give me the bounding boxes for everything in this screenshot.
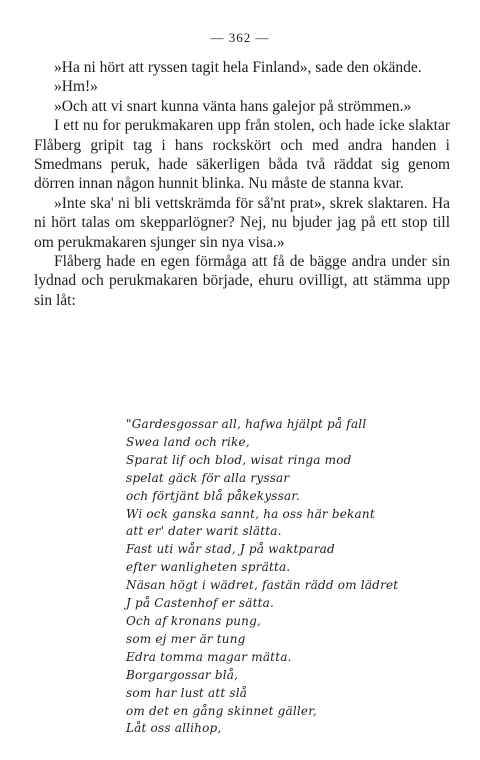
paragraph: »Och att vi snart kunna vänta hans galejor på strömmen.» (54, 97, 412, 115)
verse-line: Låt oss allihop, (126, 721, 222, 736)
verse-line: Och af kronans pung, (126, 613, 261, 628)
prose-body (34, 58, 450, 310)
paragraph: »Ha ni hört att ryssen tagit hela Finland», sade den okände. (54, 59, 422, 76)
verse-line: Wi ock ganska sannt, ha oss här bekant (126, 506, 375, 521)
verse-line: spelat gäck för alla ryssar (126, 470, 290, 485)
verse-line: om det en gång skinnet gäller, (126, 703, 317, 718)
verse-line: och förtjänt blå påkekyssar. (126, 488, 301, 503)
verse-line: som ej mer är tung (126, 631, 246, 646)
page-number: — 362 — (210, 30, 270, 45)
verse-line: Edra tomma magar mätta. (126, 649, 292, 664)
verse-line: "Gardesgossar all, hafwa hjälpt på fall (126, 417, 367, 431)
verse-line: J på Castenhof er sätta. (126, 596, 275, 611)
verse-line: Borgargossar blå, (126, 667, 239, 682)
verse-line: Fast uti wår stad, J på waktparad (126, 542, 335, 557)
verse-line: Sparat lif och blod, wisat ringa mod (126, 452, 352, 467)
verse-line: som har lust att slå (126, 685, 248, 700)
song-verse (126, 416, 426, 738)
verse-line: efter wanligheten sprätta. (126, 560, 291, 575)
verse-line: Swea land och rike, (126, 434, 250, 449)
paragraph: Flåberg hade en egen förmåga att få de bägge andra under sin lydnad och perukmakaren började, ehuru ovilligt, att stämma upp sin låt: (34, 253, 450, 309)
paragraph: I ett nu for perukmakaren upp från stolen, och hade icke slaktar Flåberg gripit tag i hans rockskört och med andra handen i Smedmans peruk, hade säkerligen båda två räddat sig genom dörren innan någon hunnit blinka. Nu måste de stanna kvar. (34, 117, 450, 193)
verse-line: att er' dater warit slätta. (126, 524, 282, 539)
paragraph: »Hm!» (54, 78, 98, 96)
paragraph: »Inte ska' ni bli vettskrämda för så'nt prat», skrek slaktaren. Ha ni hört talas om skepparlögner? Nej, nu bjuder jag på ett stop till om perukmakaren sjunger sin nya visa.» (34, 194, 450, 251)
verse-line: Näsan högt i wädret, fastän rädd om lädret (126, 578, 399, 593)
